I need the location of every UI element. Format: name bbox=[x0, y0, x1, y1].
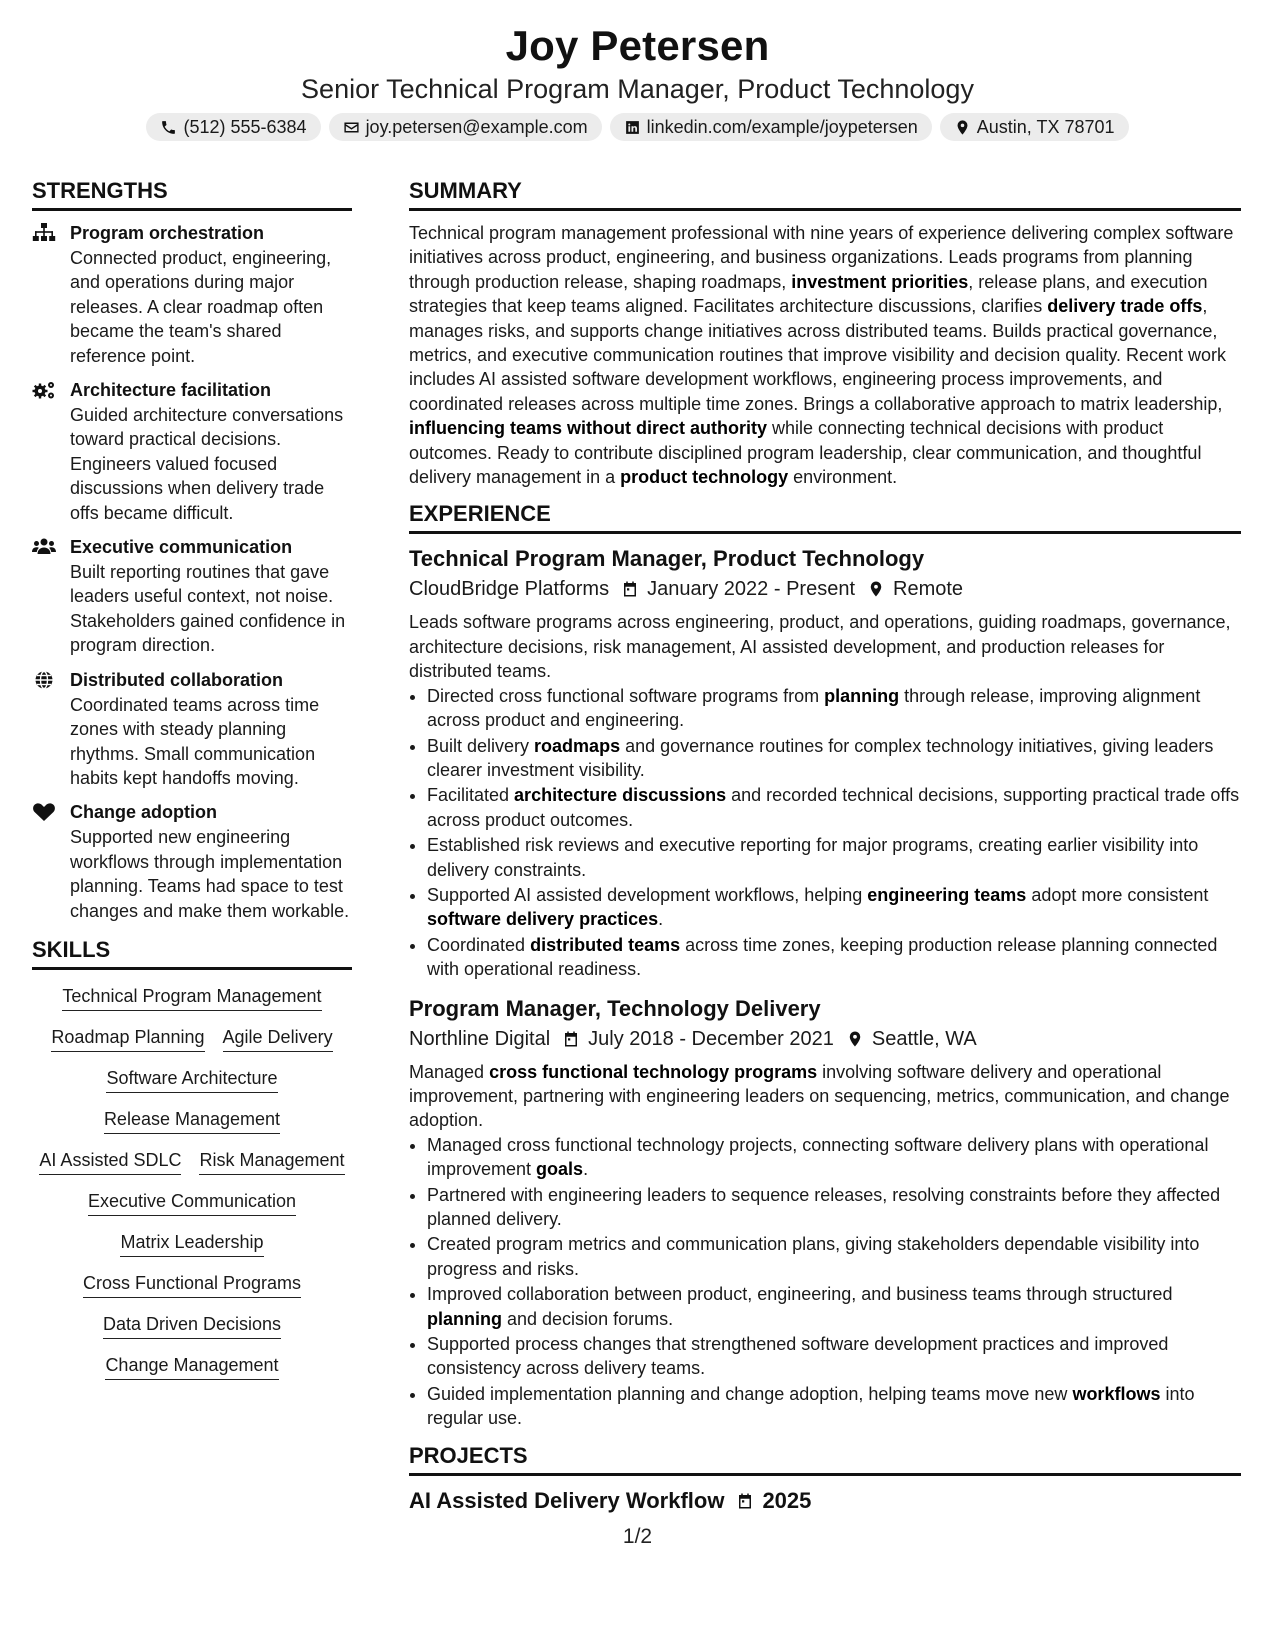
text-run: Coordinated bbox=[427, 934, 531, 955]
emphasis-text: distributed teams bbox=[530, 934, 681, 955]
calendar-icon bbox=[562, 1030, 580, 1048]
emphasis-text: cross functional technology programs bbox=[489, 1061, 818, 1082]
text-run: Supported process changes that strengthened software development practices and improved consistency across delivery teams. bbox=[427, 1334, 1169, 1379]
strength-item bbox=[32, 221, 352, 368]
job-summary bbox=[409, 1060, 1241, 1133]
emphasis-text: planning bbox=[427, 1308, 502, 1329]
emphasis-text: goals bbox=[536, 1159, 584, 1180]
project-year: 2025 bbox=[762, 1487, 812, 1513]
job-company: Northline Digital bbox=[409, 1027, 551, 1050]
text-run: Partnered with engineering leaders to sequence releases, resolving constraints before they affected planned delivery. bbox=[427, 1184, 1221, 1229]
map-pin-icon bbox=[867, 580, 885, 598]
strength-desc: Supported new engineering workflows through implementation planning. Teams had space to test changes and make them workable. bbox=[70, 827, 350, 921]
bullet-item bbox=[427, 783, 1241, 832]
contact-location bbox=[940, 113, 1129, 141]
text-run: Guided implementation planning and change adoption, helping teams move new bbox=[427, 1383, 1073, 1404]
globe-icon bbox=[32, 670, 56, 690]
skill-tag: Executive Communication bbox=[88, 1189, 296, 1216]
contact-email[interactable] bbox=[329, 113, 602, 141]
emphasis-text: software delivery practices bbox=[427, 909, 659, 930]
bullet-item bbox=[427, 1382, 1241, 1431]
strength-item bbox=[32, 535, 352, 658]
projects-heading: PROJECTS bbox=[409, 1443, 1241, 1476]
bullet-item bbox=[427, 883, 1241, 932]
text-run: and governance routines for complex technology initiatives, giving leaders clearer investment visibility. bbox=[427, 735, 1214, 780]
gears-icon bbox=[32, 380, 56, 400]
phone-icon bbox=[160, 119, 177, 136]
text-run: adopt more consistent bbox=[1026, 884, 1209, 905]
summary-text bbox=[409, 221, 1241, 489]
text-run: , release plans, and execution strategies that keep teams aligned. Facilitates architecture discussions, clarifies bbox=[409, 271, 1208, 317]
strength-item bbox=[32, 800, 352, 923]
contact-bar bbox=[0, 113, 1275, 141]
left-column bbox=[32, 178, 352, 1380]
contact-location-text: Austin, TX 78701 bbox=[976, 116, 1115, 137]
skills-section bbox=[32, 937, 352, 1380]
sitemap-icon bbox=[32, 223, 56, 243]
job-dates: July 2018 - December 2021 bbox=[588, 1027, 834, 1050]
job-dates: January 2022 - Present bbox=[647, 578, 855, 601]
text-run: Technical program management professional with nine years of experience delivering complex software initiatives across product, engineering, and business organizations. Leads programs from planning through production release, shaping roadmaps, bbox=[409, 223, 1234, 292]
bullet-item bbox=[427, 1183, 1241, 1232]
job-summary bbox=[409, 610, 1241, 683]
emphasis-text: product technology bbox=[620, 467, 789, 488]
text-run: . bbox=[583, 1159, 589, 1180]
summary-section bbox=[409, 178, 1241, 489]
text-run: through release, improving alignment across product and engineering. bbox=[427, 685, 1201, 731]
contact-phone-text: (512) 555-6384 bbox=[183, 116, 307, 137]
text-run: Established risk reviews and executive reporting for major programs, creating earlier visibility into delivery constraints. bbox=[427, 835, 1199, 880]
job-bullets bbox=[409, 1133, 1241, 1431]
skill-tag: Technical Program Management bbox=[62, 984, 321, 1011]
strength-desc: Guided architecture conversations toward practical decisions. Engineers valued focused discussions when delivery trade offs became difficult. bbox=[70, 405, 344, 523]
skills-heading: SKILLS bbox=[32, 937, 352, 970]
skill-tag: Change Management bbox=[105, 1353, 278, 1380]
project-entry bbox=[409, 1486, 1241, 1516]
right-column bbox=[409, 178, 1241, 1528]
skill-tag: Cross Functional Programs bbox=[83, 1271, 301, 1298]
skill-tag: Risk Management bbox=[199, 1148, 344, 1175]
bullet-item bbox=[427, 734, 1241, 783]
skill-tag: AI Assisted SDLC bbox=[39, 1148, 181, 1175]
emphasis-text: workflows bbox=[1072, 1383, 1161, 1404]
emphasis-text: influencing teams without direct authority bbox=[409, 418, 768, 439]
emphasis-text: delivery trade offs bbox=[1047, 296, 1203, 317]
emphasis-text: engineering teams bbox=[867, 884, 1027, 905]
strength-item bbox=[32, 668, 352, 791]
skill-tag: Software Architecture bbox=[106, 1066, 277, 1093]
strength-desc: Built reporting routines that gave leaders useful context, not noise. Stakeholders gained confidence in program direction. bbox=[70, 562, 346, 656]
text-run: environment. bbox=[788, 467, 898, 488]
job-title: Program Manager, Technology Delivery bbox=[409, 995, 821, 1021]
text-run: and decision forums. bbox=[502, 1308, 674, 1329]
bullet-item bbox=[427, 1282, 1241, 1331]
experience-section bbox=[409, 501, 1241, 1430]
users-icon bbox=[32, 537, 56, 557]
strength-title: Executive communication bbox=[70, 537, 293, 558]
job-location: Remote bbox=[893, 578, 964, 601]
emphasis-text: roadmaps bbox=[534, 735, 621, 756]
emphasis-text: architecture discussions bbox=[514, 785, 727, 806]
strength-title: Change adoption bbox=[70, 802, 217, 823]
text-run: Facilitated bbox=[427, 785, 515, 806]
candidate-headline: Senior Technical Program Manager, Product Technology bbox=[301, 74, 974, 104]
map-pin-icon bbox=[954, 119, 971, 136]
text-run: involving software delivery and operational improvement, partnering with engineering leaders on sequencing, metrics, communication, and change adoption. bbox=[409, 1061, 1230, 1131]
skill-tag: Release Management bbox=[104, 1107, 280, 1134]
text-run: into regular use. bbox=[427, 1383, 1195, 1429]
bullet-item bbox=[427, 833, 1241, 882]
text-run: Managed cross functional technology projects, connecting software delivery plans with operational improvement bbox=[427, 1134, 1209, 1180]
strength-item bbox=[32, 378, 352, 525]
page-number: 1/2 bbox=[622, 1525, 653, 1548]
contact-linkedin[interactable] bbox=[610, 113, 932, 141]
project-title: AI Assisted Delivery Workflow bbox=[409, 1487, 725, 1513]
summary-heading: SUMMARY bbox=[409, 178, 1241, 211]
job-entry bbox=[409, 544, 1241, 981]
job-meta bbox=[409, 574, 1241, 604]
contact-linkedin-text: linkedin.com/example/joypetersen bbox=[646, 116, 918, 137]
strength-desc: Coordinated teams across time zones with steady planning rhythms. Small communication habits kept handoffs moving. bbox=[70, 694, 320, 788]
text-run: Built delivery bbox=[427, 735, 535, 756]
job-title: Technical Program Manager, Product Technology bbox=[409, 546, 925, 572]
candidate-name: Joy Petersen bbox=[505, 22, 770, 69]
text-run: across time zones, keeping production release planning connected with operational readiness. bbox=[427, 934, 1218, 980]
strengths-heading: STRENGTHS bbox=[32, 178, 352, 211]
text-run: Managed bbox=[409, 1061, 490, 1082]
job-company: CloudBridge Platforms bbox=[409, 578, 610, 601]
text-run: Directed cross functional software programs from bbox=[427, 685, 825, 706]
strength-title: Distributed collaboration bbox=[70, 669, 284, 690]
job-entry bbox=[409, 994, 1241, 1431]
bullet-item bbox=[427, 1332, 1241, 1381]
job-meta bbox=[409, 1024, 1241, 1054]
text-run: Supported AI assisted development workflows, helping bbox=[427, 884, 868, 905]
heart-icon bbox=[32, 802, 56, 822]
text-run: Created program metrics and communication plans, giving stakeholders dependable visibility into progress and risks. bbox=[427, 1234, 1200, 1279]
text-run: Leads software programs across engineering, product, and operations, guiding roadmaps, governance, architecture decisions, risk management, AI assisted development, and production releases for distributed teams. bbox=[409, 612, 1231, 682]
linkedin-icon bbox=[624, 119, 641, 136]
text-run: . bbox=[658, 909, 664, 930]
text-run: while connecting technical decisions with product outcomes. Ready to contribute disciplined program leadership, clear communication, and thoughtful delivery management in a bbox=[409, 418, 1202, 488]
map-pin-icon bbox=[846, 1030, 864, 1048]
strength-desc: Connected product, engineering, and operations during major releases. A clear roadmap often became the team's shared reference point. bbox=[70, 248, 332, 366]
skill-tag: Matrix Leadership bbox=[120, 1230, 263, 1257]
emphasis-text: planning bbox=[824, 685, 900, 706]
text-run: , manages risks, and supports change initiatives across distributed teams. Builds practical governance, metrics, and executive communication routines that improve visibility and decision quality. Recent work includes AI assisted software development workflows, engineering process improvements, and coordinated releases across multiple time zones. Brings a collaborative approach to matrix leadership, bbox=[409, 296, 1227, 414]
bullet-item bbox=[427, 1232, 1241, 1281]
job-bullets bbox=[409, 684, 1241, 982]
calendar-icon bbox=[621, 580, 639, 598]
skills-list bbox=[32, 980, 352, 1380]
projects-section bbox=[409, 1443, 1241, 1516]
job-location: Seattle, WA bbox=[871, 1027, 977, 1050]
skill-tag: Agile Delivery bbox=[223, 1025, 333, 1052]
emphasis-text: investment priorities bbox=[791, 271, 969, 292]
bullet-item bbox=[427, 684, 1241, 733]
skill-tag: Data Driven Decisions bbox=[103, 1312, 281, 1339]
envelope-icon bbox=[343, 119, 360, 136]
contact-email-text: joy.petersen@example.com bbox=[365, 116, 588, 137]
text-run: and recorded technical decisions, supporting practical trade offs across product outcomes. bbox=[427, 785, 1240, 830]
text-run: Improved collaboration between product, engineering, and business teams through structured bbox=[427, 1284, 1173, 1305]
strength-title: Program orchestration bbox=[70, 223, 265, 243]
skill-tag: Roadmap Planning bbox=[51, 1025, 204, 1052]
bullet-item bbox=[427, 933, 1241, 982]
strength-title: Architecture facilitation bbox=[70, 380, 272, 401]
bullet-item bbox=[427, 1133, 1241, 1182]
contact-phone[interactable] bbox=[146, 113, 320, 141]
experience-heading: EXPERIENCE bbox=[409, 501, 1241, 534]
calendar-icon bbox=[736, 1492, 754, 1510]
